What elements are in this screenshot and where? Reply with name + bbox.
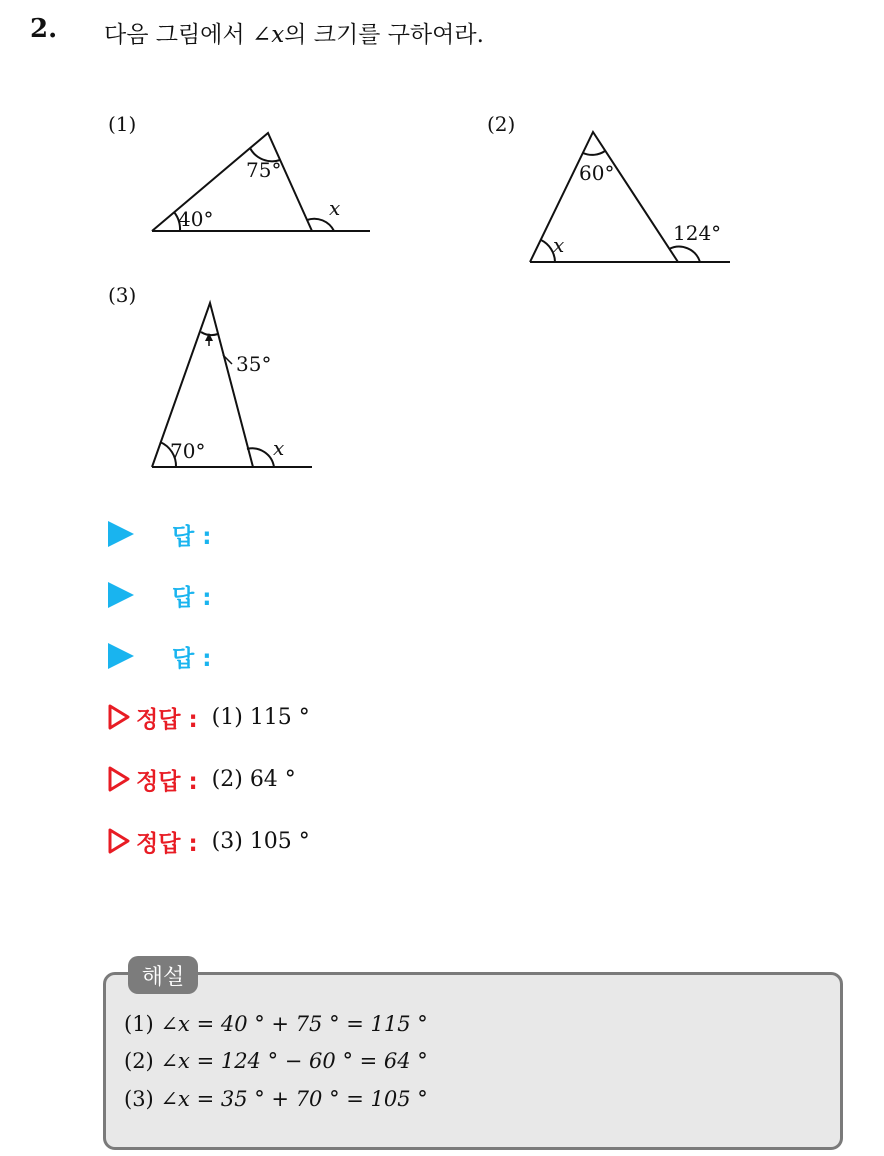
figure-3-angle-x: x <box>273 436 285 460</box>
angle-symbol: ∠ <box>160 1012 179 1036</box>
triangle-2-top-arc <box>583 151 605 155</box>
play-icon <box>108 643 134 669</box>
answer-row <box>108 636 212 676</box>
angle-symbol: ∠ <box>160 1049 179 1073</box>
answer-label: 답 : <box>172 584 212 611</box>
solution-expression: x = 40 ° + 75 ° = 115 ° <box>178 1012 428 1036</box>
figure-2-angle-x: x <box>553 233 565 257</box>
figure-1-angle-x: x <box>329 196 341 220</box>
key-row <box>108 759 296 799</box>
question-variable: x <box>271 22 285 48</box>
play-outline-icon <box>108 828 130 854</box>
question-text-after: 의 크기를 구하여라. <box>284 22 484 48</box>
solution-line <box>124 1087 428 1111</box>
play-icon <box>108 582 134 608</box>
solution-line-number: (2) <box>124 1049 154 1073</box>
key-row <box>108 697 310 737</box>
solution-expression: x = 124 ° − 60 ° = 64 ° <box>178 1049 428 1073</box>
figure-2-label: (2) <box>487 112 516 136</box>
play-outline-icon <box>108 766 130 792</box>
figure-2-angle-top: 60° <box>579 161 615 185</box>
key-label: 정답 : <box>136 706 198 733</box>
answer-label: 답 : <box>172 645 212 672</box>
question-number: 2. <box>30 14 58 44</box>
question-text-before: 다음 그림에서 <box>104 22 252 48</box>
solution-title: 해설 <box>128 956 198 994</box>
key-value: (2) 64 ° <box>211 766 296 792</box>
triangle-figures <box>0 0 884 520</box>
solution-line-number: (3) <box>124 1087 154 1111</box>
answer-row <box>108 575 212 615</box>
figure-3-angle-top: 35° <box>236 352 272 376</box>
figure-1-angle-top: 75° <box>246 158 282 182</box>
figure-1-angle-left: 40° <box>178 207 214 231</box>
solution-line <box>124 1049 428 1073</box>
figure-2-angle-exterior: 124° <box>673 221 722 245</box>
figure-1-label: (1) <box>108 112 137 136</box>
play-outline-icon <box>108 704 130 730</box>
angle-symbol: ∠ <box>160 1087 179 1111</box>
answer-label: 답 : <box>172 523 212 550</box>
solution-line-number: (1) <box>124 1012 154 1036</box>
key-label: 정답 : <box>136 768 198 795</box>
solution-line <box>124 1012 428 1036</box>
key-row <box>108 821 310 861</box>
figure-3-angle-left: 70° <box>170 439 206 463</box>
key-value: (1) 115 ° <box>211 704 310 730</box>
figure-3-label: (3) <box>108 283 137 307</box>
answer-row <box>108 514 212 554</box>
angle-symbol: ∠ <box>251 22 272 48</box>
play-icon <box>108 521 134 547</box>
key-value: (3) 105 ° <box>211 828 310 854</box>
solution-expression: x = 35 ° + 70 ° = 105 ° <box>178 1087 428 1111</box>
key-label: 정답 : <box>136 830 198 857</box>
